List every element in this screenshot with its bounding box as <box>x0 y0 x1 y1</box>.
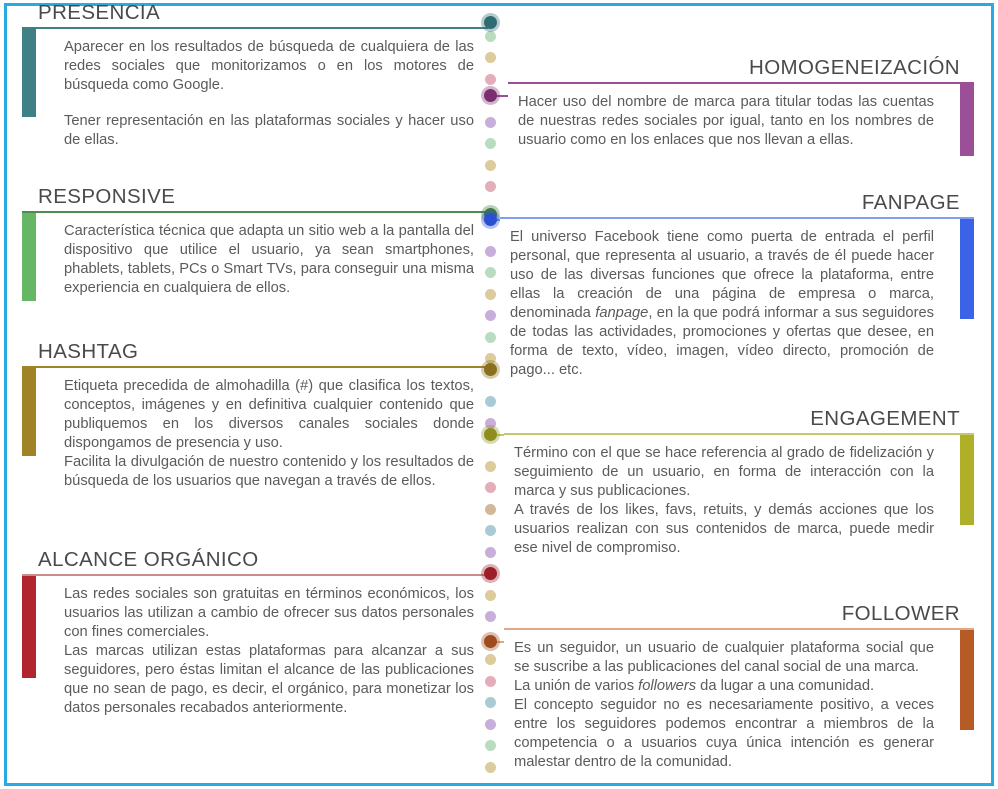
section-body-wrap-responsive <box>22 213 488 298</box>
paragraph: Hacer uso del nombre de marca para titular todas las cuentas de nuestras redes sociales por igual, tanto en los nombres de usuario como en los enlaces que nos llevan a ellas. <box>518 93 934 148</box>
accent-bar-engagement <box>960 435 974 525</box>
section-title-homogeneizacion: HOMOGENEIZACIÓN <box>748 56 960 79</box>
section-title-responsive: RESPONSIVE <box>38 185 176 208</box>
timeline-dot <box>485 719 496 730</box>
section-homogeneizacion <box>508 57 974 150</box>
section-title-presencia: PRESENCIA <box>38 1 161 24</box>
paragraph: La unión de varios followers da lugar a una comunidad. <box>514 677 875 694</box>
section-title-engagement: ENGAGEMENT <box>810 407 960 430</box>
section-text-hashtag <box>22 368 488 492</box>
paragraph: Tener representación en las plataformas sociales y hacer uso de ellas. <box>64 112 474 149</box>
paragraph: El concepto seguidor no es necesariamente positivo, a veces entre los seguidores podemos encontrar a miembros de la competencia o a usuarios cuya única intención es generar malestar dentro de la comunidad. <box>514 696 934 771</box>
section-follower <box>504 603 974 772</box>
paragraph: A través de los likes, favs, retuits, y demás acciones que los usuarios realizan con sus contenidos de marca, puede medir ese nivel de compromiso. <box>514 501 934 557</box>
section-body-wrap-homogeneizacion <box>508 84 974 150</box>
section-engagement <box>504 408 974 558</box>
timeline-node-presencia <box>484 16 497 29</box>
section-title-fanpage: FANPAGE <box>861 191 960 214</box>
timeline-dot <box>485 740 496 751</box>
timeline-node-alcance-organico <box>484 567 497 580</box>
timeline-dot <box>485 762 496 773</box>
timeline-node-fanpage <box>484 213 497 226</box>
section-fanpage <box>500 192 974 381</box>
timeline-dot <box>485 504 496 515</box>
section-text-fanpage <box>500 219 974 381</box>
paragraph: Característica técnica que adapta un sitio web a la pantalla del dispositivo que utilice el usuario, ya sean smartphones, phablets, tablets, PCs o Smart TVs, para conseguir una misma experiencia en cualquiera de ellos. <box>64 222 474 296</box>
section-body-wrap-alcance-organico <box>22 576 488 719</box>
timeline-dot <box>485 160 496 171</box>
section-body-wrap-follower <box>504 630 974 773</box>
section-body-wrap-engagement <box>504 435 974 559</box>
accent-bar-presencia <box>22 29 36 117</box>
timeline-node-homogeneizacion <box>484 89 497 102</box>
section-body-wrap-fanpage <box>500 219 974 381</box>
section-presencia <box>22 2 488 150</box>
accent-bar-fanpage <box>960 219 974 319</box>
section-body-wrap-hashtag <box>22 368 488 492</box>
accent-bar-alcance-organico <box>22 576 36 678</box>
accent-bar-follower <box>960 630 974 730</box>
section-title-follower: FOLLOWER <box>841 602 960 625</box>
section-text-homogeneizacion <box>508 84 974 150</box>
section-title-hashtag: HASHTAG <box>38 340 139 363</box>
section-text-presencia <box>22 29 488 151</box>
accent-bar-hashtag <box>22 368 36 456</box>
paragraph: Facilita la divulgación de nuestro contenido y los resultados de búsqueda de los usuarios que navegan a través de ellos. <box>64 454 474 490</box>
paragraph: Etiqueta precedida de almohadilla (#) que clasifica los textos, conceptos, imágenes y en definitiva cualquier contenido que publiquemos en los diversos canales sociales donde dispongamos de presencia y uso. <box>64 377 474 451</box>
section-alcance-organico <box>22 549 488 718</box>
section-responsive <box>22 186 488 298</box>
paragraph: Las marcas utilizan estas plataformas para alcanzar a sus seguidores, pero éstas limitan el alcance de las publicaciones que no sean de pago, es decir, el orgánico, para monetizar los datos personales recabados anteriormente. <box>64 642 474 717</box>
timeline-node-follower <box>484 635 497 648</box>
section-text-follower <box>504 630 974 773</box>
section-title-alcance-organico: ALCANCE ORGÁNICO <box>38 548 259 571</box>
section-body-wrap-presencia <box>22 29 488 151</box>
paragraph: Es un seguidor, un usuario de cualquier plataforma social que se suscribe a las publicaciones del canal social de una marca. <box>514 639 934 675</box>
paragraph: El universo Facebook tiene como puerta de entrada el perfil personal, que representa al usuario, a través de él puede hacer uso de las diversas funciones que ofrece la plataforma, entre ellas la creación de una página de empresa o marca, denominada fanpage, en la que podrá informar a sus seguidores de todas las actividades, promociones y ofertas que desee, en forma de texto, vídeo, imagen, vídeo directo, promoción de pago... etc. <box>510 228 934 379</box>
timeline-dot <box>485 525 496 536</box>
section-text-alcance-organico <box>22 576 488 719</box>
timeline-dot <box>485 310 496 321</box>
timeline-node-hashtag <box>484 363 497 376</box>
section-hashtag <box>22 341 488 491</box>
paragraph: Aparecer en los resultados de búsqueda de cualquiera de las redes sociales que monitorizamos o en los motores de búsqueda como Google. <box>64 38 474 93</box>
paragraph: Término con el que se hace referencia al grado de fidelización y seguimiento de un usuario, en forma de interacción con la marca y sus publicaciones. <box>514 444 934 499</box>
timeline-node-engagement <box>484 428 497 441</box>
accent-bar-homogeneizacion <box>960 84 974 156</box>
accent-bar-responsive <box>22 213 36 301</box>
paragraph: Las redes sociales son gratuitas en términos económicos, los usuarios las utilizan a cambio de ofrecer sus datos personales con fines comerciales. <box>64 585 474 640</box>
section-text-responsive <box>22 213 488 298</box>
section-text-engagement <box>504 435 974 559</box>
